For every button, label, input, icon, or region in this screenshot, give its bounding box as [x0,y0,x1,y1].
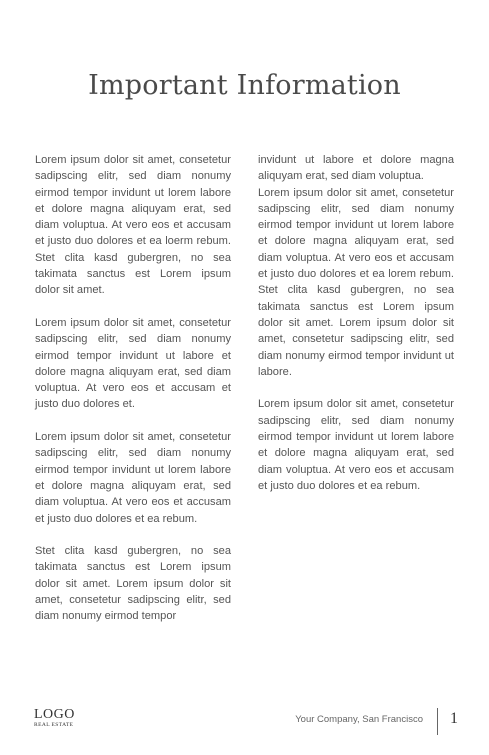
paragraph: Lorem ipsum dolor sit amet, consetetur sadipscing elitr, sed diam nonumy eirmod tempor invidunt ut lorem labore et dolore magna aliquyam erat, sed diam voluptua. At vero eos et accusam et justo duo dolores et ea rebum. [35,431,231,525]
footer-company: Your Company, San Francisco [295,714,423,725]
footer-divider [437,708,438,735]
logo-subtext: REAL ESTATE [34,722,74,728]
paragraph: Lorem ipsum dolor sit amet, consetetur sadipscing elitr, sed diam nonumy eirmod tempor invidunt ut labore et dolore magna aliquyam erat, sed diam voluptua. At vero eos et accusam et justo duo dolores et. [35,316,231,411]
page-title: Important Information [88,70,401,101]
logo-text: LOGO [34,707,75,722]
paragraph: Lorem ipsum dolor sit amet, consetetur sadipscing elitr, sed diam nonumy eirmod tempor invidunt ut lorem labore et dolore magna aliquyam erat, sed diam voluptua. At vero eos et accusam et justo duo dolores et ea rebum. [258,398,454,492]
page-number: 1 [450,710,458,727]
paragraph: Lorem ipsum dolor sit amet, consetetur sadipscing elitr, sed diam nonumy eirmod tempor invidunt ut lorem labore et dolore magna aliquyam erat, sed diam voluptua. At vero eos et accusam et justo duo dolores et ea loerm rebum. Stet clita kasd gubergren, no sea takimata sanctus est Lorem ipsum dolor sit amet. [35,154,231,297]
left-column [35,152,231,625]
right-column [258,152,454,511]
paragraph: Lorem ipsum dolor sit amet, consetetur sadipscing elitr, sed diam nonumy eirmod tempor invidunt ut lorem labore et dolore magna aliquyam erat, sed diam voluptua. At vero eos et accusam et justo duo dolores et ea lorem rebum. Stet clita kasd gubergren, no sea takimata sanctus est Lorem ipsum dolor sit amet. Lorem ipsum dolor sit amet, consetetur sadipscing elitr, sed diam nonumy eirmod tempor invidunt ut labore. [258,186,454,378]
paragraph: invidunt ut labore et dolore magna aliquyam erat, sed diam voluptua. [258,154,454,183]
paragraph: Stet clita kasd gubergren, no sea takimata sanctus est Lorem ipsum dolor sit amet. Lorem ipsum dolor sit amet, consetetur sadipscing elitr, sed diam nonumy eirmod tempor [35,545,231,623]
footer-logo [34,708,75,729]
